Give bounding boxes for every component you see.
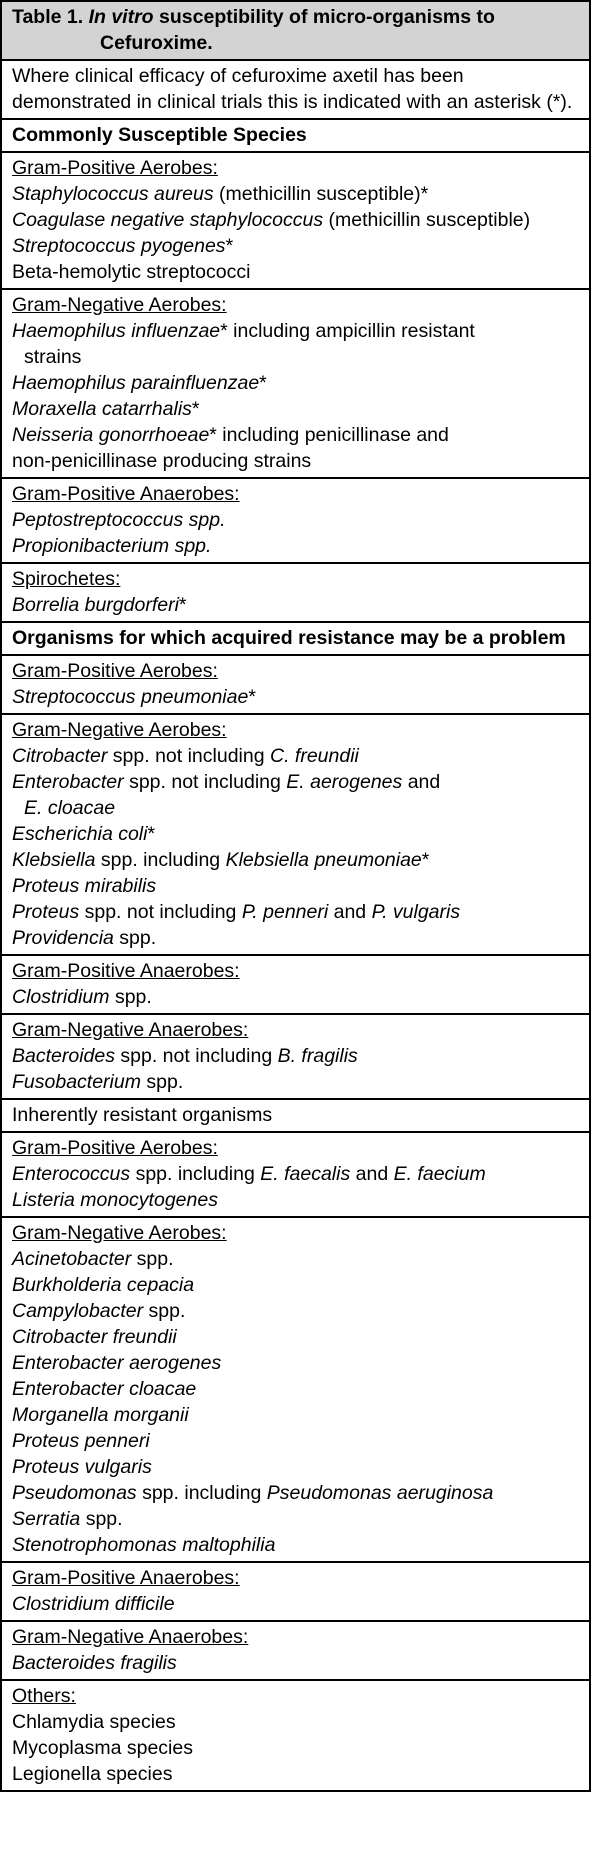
organism-item bbox=[12, 1591, 579, 1617]
group-category: Gram-Negative Aerobes: bbox=[12, 1222, 227, 1244]
organism-name: Neisseria gonorrhoeae bbox=[12, 424, 210, 446]
organism-name: Fusobacterium bbox=[12, 1071, 141, 1093]
organism-item bbox=[12, 684, 579, 710]
organism-item bbox=[12, 984, 579, 1010]
organism-note: (methicillin susceptible) bbox=[323, 209, 531, 231]
group-category: Gram-Negative Aerobes: bbox=[12, 719, 227, 741]
organism-note: and bbox=[350, 1163, 394, 1185]
organism-item bbox=[12, 873, 579, 899]
organism-name: Clostridium bbox=[12, 986, 110, 1008]
organism-name: Citrobacter bbox=[12, 745, 108, 767]
organism-note: strains bbox=[24, 346, 82, 368]
organism-note: * bbox=[178, 594, 187, 616]
organism-name: Pseudomonas bbox=[12, 1482, 137, 1504]
organism-name: Proteus vulgaris bbox=[12, 1456, 152, 1478]
organism-name: Bacteroides fragilis bbox=[12, 1652, 177, 1674]
organism-item bbox=[12, 1298, 579, 1324]
organism-note: * bbox=[248, 686, 256, 708]
organism-item bbox=[12, 507, 579, 533]
organism-name: Proteus bbox=[12, 901, 80, 923]
organism-item bbox=[12, 1532, 579, 1558]
organism-item bbox=[12, 821, 579, 847]
organism-note: spp. including bbox=[95, 849, 226, 871]
organism-item bbox=[12, 743, 579, 769]
organism-name: E. aerogenes bbox=[286, 771, 403, 793]
organism-name: Haemophilus influenzae bbox=[12, 320, 221, 342]
organism-note: * including penicillinase and bbox=[209, 424, 449, 446]
section-heading-row bbox=[1, 119, 590, 152]
group-category: Spirochetes: bbox=[12, 568, 121, 590]
group-category: Gram-Positive Aerobes: bbox=[12, 1137, 218, 1159]
organism-group-row bbox=[1, 1014, 590, 1099]
organism-name: Clostridium difficile bbox=[12, 1593, 175, 1615]
organism-item bbox=[12, 1043, 579, 1069]
organism-note: (methicillin susceptible)* bbox=[213, 183, 429, 205]
group-category: Gram-Negative Anaerobes: bbox=[12, 1626, 249, 1648]
organism-item bbox=[12, 847, 579, 873]
organism-name: Enterococcus bbox=[12, 1163, 131, 1185]
organism-name: Peptostreptococcus spp. bbox=[12, 509, 226, 531]
organism-note: * including ampicillin resistant bbox=[220, 320, 475, 342]
group-category: Gram-Negative Aerobes: bbox=[12, 294, 227, 316]
organism-item bbox=[12, 1650, 579, 1676]
organism-name: Enterobacter cloacae bbox=[12, 1378, 197, 1400]
organism-item bbox=[12, 181, 579, 207]
organism-note: spp. not including bbox=[123, 771, 287, 793]
organism-note: spp. bbox=[113, 927, 157, 949]
organism-group bbox=[1, 714, 590, 955]
organism-note: * bbox=[147, 823, 156, 845]
organism-note: spp. bbox=[131, 1248, 174, 1270]
title-prefix: Table 1. bbox=[12, 6, 89, 28]
organism-item bbox=[12, 1069, 579, 1095]
organism-note: spp. not including bbox=[114, 1045, 278, 1067]
organism-item bbox=[12, 1272, 579, 1298]
group-category: Gram-Positive Anaerobes: bbox=[12, 483, 240, 505]
organism-note: * bbox=[191, 398, 200, 420]
section-heading-row bbox=[1, 622, 590, 655]
organism-note: Mycoplasma species bbox=[12, 1737, 193, 1759]
group-category: Gram-Negative Anaerobes: bbox=[12, 1019, 249, 1041]
organism-note: * bbox=[421, 849, 430, 871]
title-line-1 bbox=[12, 4, 579, 30]
organism-item bbox=[12, 1454, 579, 1480]
organism-note: Chlamydia species bbox=[12, 1711, 176, 1733]
organism-name: Coagulase negative staphylococcus bbox=[12, 209, 324, 231]
organism-group bbox=[1, 289, 590, 478]
organism-note: spp. not including bbox=[107, 745, 270, 767]
organism-name: E. faecalis bbox=[260, 1163, 351, 1185]
organism-note: spp. including bbox=[136, 1482, 267, 1504]
organism-item bbox=[12, 1187, 579, 1213]
organism-group-row bbox=[1, 714, 590, 955]
organism-name: Klebsiella bbox=[12, 849, 96, 871]
organism-group-row bbox=[1, 1621, 590, 1680]
organism-group-row bbox=[1, 1680, 590, 1791]
organism-note: spp. bbox=[109, 986, 152, 1008]
intro-row bbox=[1, 60, 590, 119]
organism-name: Listeria monocytogenes bbox=[12, 1189, 218, 1211]
organism-name: Providencia bbox=[12, 927, 114, 949]
organism-group bbox=[1, 1680, 590, 1791]
organism-name: E. faecium bbox=[393, 1163, 486, 1185]
organism-group-row bbox=[1, 655, 590, 714]
group-category: Gram-Positive Aerobes: bbox=[12, 157, 218, 179]
organism-name: Streptococcus pneumoniae bbox=[12, 686, 249, 708]
organism-note: Legionella species bbox=[12, 1763, 173, 1785]
organism-group bbox=[1, 1014, 590, 1099]
organism-name: Moraxella catarrhalis bbox=[12, 398, 192, 420]
organism-name: E. cloacae bbox=[24, 797, 116, 819]
organism-name: B. fragilis bbox=[277, 1045, 358, 1067]
organism-name: Enterobacter aerogenes bbox=[12, 1352, 222, 1374]
organism-name: Campylobacter bbox=[12, 1300, 144, 1322]
group-category: Gram-Positive Anaerobes: bbox=[12, 1567, 240, 1589]
organism-note: spp. including bbox=[130, 1163, 261, 1185]
organism-item bbox=[12, 769, 579, 795]
organism-note: spp. bbox=[143, 1300, 186, 1322]
organism-item bbox=[12, 1324, 579, 1350]
organism-name: Klebsiella pneumoniae bbox=[225, 849, 422, 871]
intro-cell: Where clinical efficacy of cefuroxime axetil has been demonstrated in clinical trials this is indicated with an asterisk (*). bbox=[1, 60, 590, 119]
table-body bbox=[1, 1, 590, 1791]
organism-item bbox=[12, 1246, 579, 1272]
organism-group-row bbox=[1, 1562, 590, 1621]
organism-note: * bbox=[259, 372, 267, 394]
organism-name: Borrelia burgdorferi bbox=[12, 594, 179, 616]
title-rest: susceptibility of micro-organisms to bbox=[153, 6, 495, 28]
organism-group-row bbox=[1, 152, 590, 289]
organism-item bbox=[12, 1428, 579, 1454]
section-label: Inherently resistant organisms bbox=[1, 1099, 590, 1132]
organism-item bbox=[12, 592, 579, 618]
organism-group-row bbox=[1, 289, 590, 478]
organism-group-row bbox=[1, 1132, 590, 1217]
organism-name: Streptococcus pyogenes bbox=[12, 235, 226, 257]
organism-item bbox=[12, 396, 579, 422]
organism-note: spp. bbox=[140, 1071, 184, 1093]
organism-item bbox=[12, 925, 579, 951]
group-category: Gram-Positive Anaerobes: bbox=[12, 960, 240, 982]
organism-item bbox=[12, 1709, 579, 1735]
title-line-2: Cefuroxime. bbox=[100, 32, 213, 54]
organism-group bbox=[1, 563, 590, 622]
organism-group bbox=[1, 1132, 590, 1217]
organism-item bbox=[12, 422, 579, 448]
organism-note: and bbox=[402, 771, 441, 793]
organism-item bbox=[12, 1376, 579, 1402]
organism-name: P. penneri bbox=[241, 901, 329, 923]
organism-name: Morganella morganii bbox=[12, 1404, 189, 1426]
organism-group bbox=[1, 1621, 590, 1680]
title-row bbox=[1, 1, 590, 60]
organism-note: spp. not including bbox=[79, 901, 242, 923]
organism-name: Escherichia coli bbox=[12, 823, 148, 845]
organism-name: Citrobacter freundii bbox=[12, 1326, 177, 1348]
organism-name: Pseudomonas aeruginosa bbox=[266, 1482, 494, 1504]
organism-item bbox=[12, 1402, 579, 1428]
organism-group bbox=[1, 955, 590, 1014]
organism-group bbox=[1, 655, 590, 714]
organism-group bbox=[1, 1217, 590, 1562]
organism-note: and bbox=[328, 901, 372, 923]
organism-name: Proteus mirabilis bbox=[12, 875, 157, 897]
organism-name: Proteus penneri bbox=[12, 1430, 150, 1452]
organism-item bbox=[12, 318, 579, 344]
organism-continuation bbox=[12, 795, 579, 821]
section-label-row bbox=[1, 1099, 590, 1132]
organism-group-row bbox=[1, 478, 590, 563]
organism-note: spp. bbox=[80, 1508, 123, 1530]
organism-group-row bbox=[1, 955, 590, 1014]
organism-name: P. vulgaris bbox=[371, 901, 461, 923]
organism-name: Haemophilus parainfluenzae bbox=[12, 372, 260, 394]
table-title bbox=[1, 1, 590, 60]
organism-item bbox=[12, 370, 579, 396]
group-category: Gram-Positive Aerobes: bbox=[12, 660, 218, 682]
organism-name: C. freundii bbox=[269, 745, 359, 767]
group-category: Others: bbox=[12, 1685, 76, 1707]
organism-group-row bbox=[1, 1217, 590, 1562]
organism-item bbox=[12, 899, 579, 925]
organism-item bbox=[12, 207, 579, 233]
organism-item bbox=[12, 1735, 579, 1761]
organism-item bbox=[12, 1350, 579, 1376]
organism-note: * bbox=[225, 235, 234, 257]
organism-item bbox=[12, 233, 579, 259]
organism-item bbox=[12, 1761, 579, 1787]
organism-name: Acinetobacter bbox=[12, 1248, 132, 1270]
organism-name: Bacteroides bbox=[12, 1045, 115, 1067]
organism-item bbox=[12, 1506, 579, 1532]
section-heading: Organisms for which acquired resistance may be a problem bbox=[1, 622, 590, 655]
organism-item bbox=[12, 448, 579, 474]
organism-group bbox=[1, 478, 590, 563]
organism-name: Propionibacterium spp. bbox=[12, 535, 212, 557]
organism-item bbox=[12, 259, 579, 285]
organism-name: Serratia bbox=[12, 1508, 81, 1530]
organism-name: Burkholderia cepacia bbox=[12, 1274, 195, 1296]
organism-continuation bbox=[12, 344, 579, 370]
title-italic: In vitro bbox=[88, 6, 154, 28]
section-heading: Commonly Susceptible Species bbox=[1, 119, 590, 152]
organism-note: Beta-hemolytic streptococci bbox=[12, 261, 251, 283]
organism-group-row bbox=[1, 563, 590, 622]
organism-item bbox=[12, 1480, 579, 1506]
organism-item bbox=[12, 1161, 579, 1187]
organism-group bbox=[1, 152, 590, 289]
organism-note: non-penicillinase producing strains bbox=[12, 450, 312, 472]
organism-name: Stenotrophomonas maltophilia bbox=[12, 1534, 276, 1556]
organism-item bbox=[12, 533, 579, 559]
organism-group bbox=[1, 1562, 590, 1621]
organism-name: Staphylococcus aureus bbox=[12, 183, 214, 205]
organism-name: Enterobacter bbox=[12, 771, 124, 793]
